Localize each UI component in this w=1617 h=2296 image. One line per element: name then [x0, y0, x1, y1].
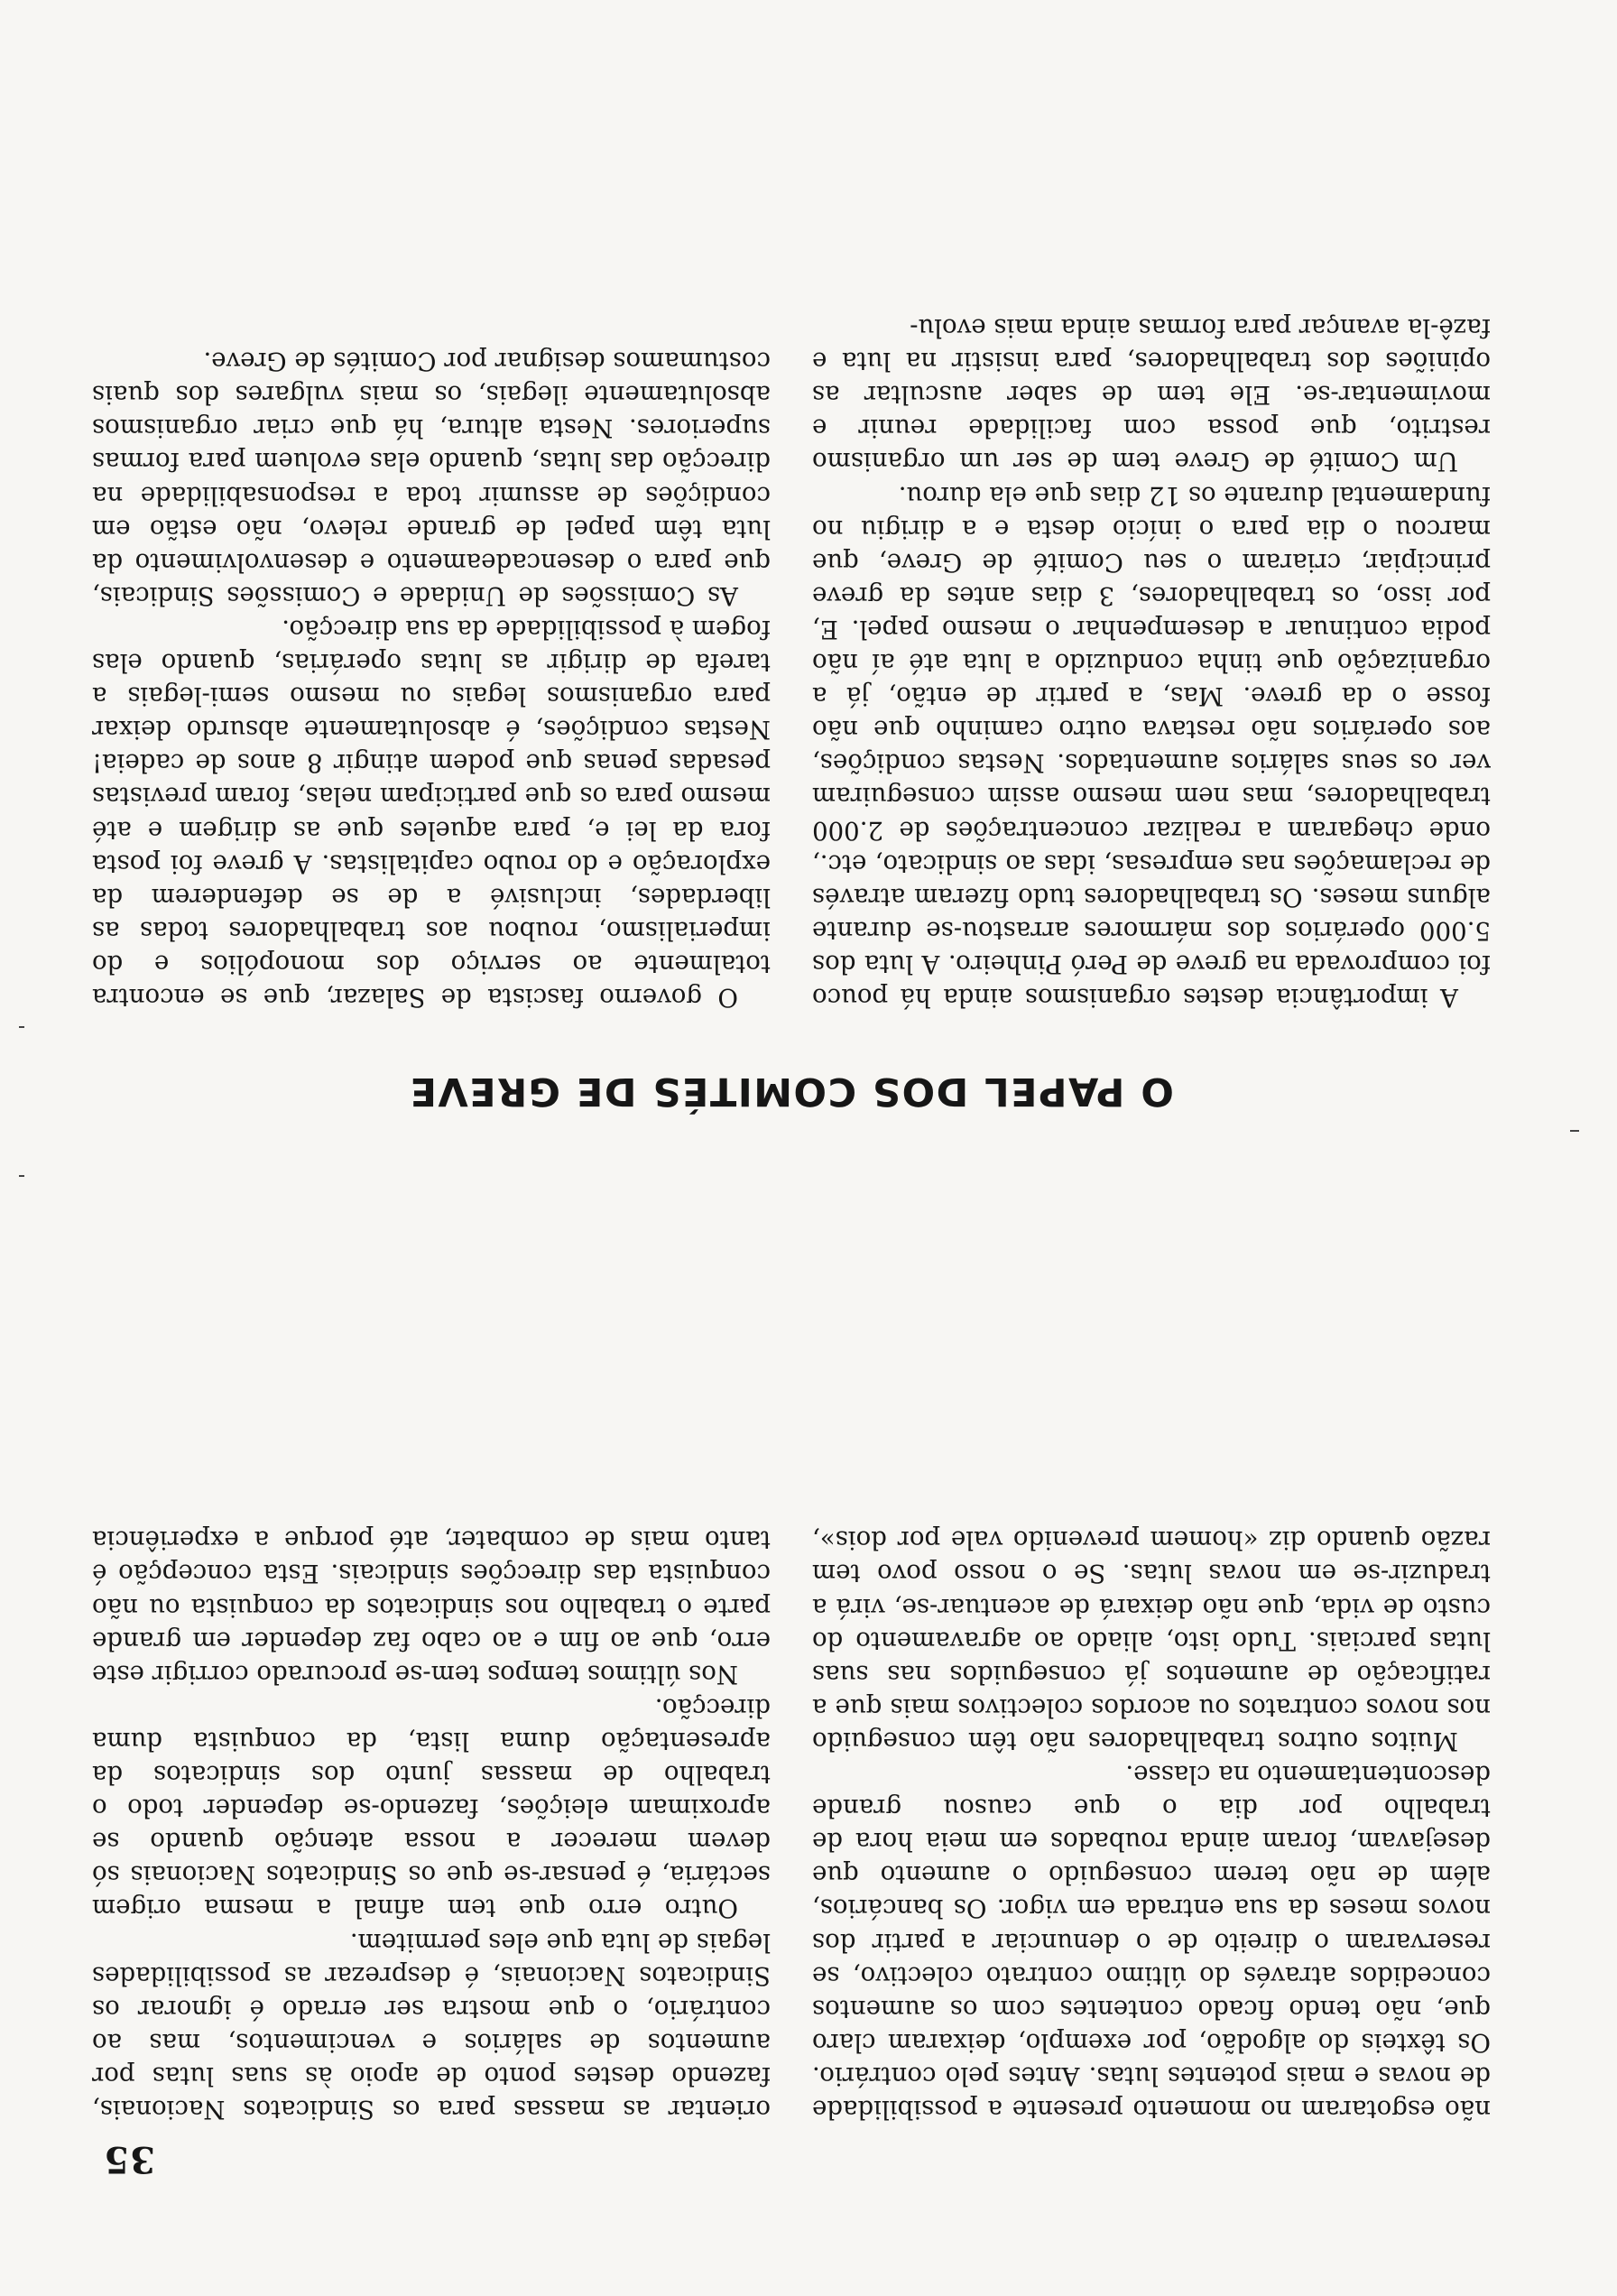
- paragraph: Nos últimos tempos tem-se procurado corrigir este erro, que ao fim e ao cabo faz depender em grande parte o trabalho nos sindicatos da conquista ou não conquista das direcções sindicais. Esta concepção é tanto mais de combater, até porque a experiência: [92, 1525, 771, 1690]
- paragraph: orientar as massas para os Sindicatos Nacionais, fazendo destes ponto de apoio às suas lutas por aumentos de salários e vencimentos, mas ao contrário, o que mostra ser errado é ignorar os Sindicatos Nacionais, é desprezar as possibilidades legais de luta que eles permitem.: [92, 1927, 771, 2125]
- paragraph: O governo fascista de Salazar, que se encontra totalmente ao serviço dos monopólios e do imperialismo, roubou aos trabalhadores todas as liberdades, inclusivé a de se defenderem da exploração e do roubo capitalistas. A greve foi posta fora da lei e, para aqueles que as dirigem e até mesmo para os que participam nelas, foram previstas pesadas penas que podem atingir 8 anos de cadeia! Nestas condições, é absolutamente absurdo deixar para organismos legais ou mesmo semi-legais a tarefa de dirigir as lutas operárias, quando elas fogem à possibilidade da sua direcção.: [92, 614, 771, 1013]
- previous-article-left-column: [812, 1522, 1491, 2126]
- article-right-column: [92, 130, 771, 1014]
- article-left-column: [812, 130, 1491, 1014]
- scan-mark: [19, 1175, 24, 1177]
- paragraph: não esgotaram no momento presente a possibilidade de novas e mais potentes lutas. Antes pelo contrário. Os têxteis do algodão, por exemplo, deixaram claro que, não tendo ficado contentes com os aumentos concedidos através do último contrato colectivo, se reservaram o direito de o denunciar a partir dos novos meses da sua entrada em vigor. Os bancários, além de não terem conseguido o aumento que desejavam, foram ainda roubados em meia hora de trabalho por dia o que causou grande descontentamento na classe.: [812, 1760, 1491, 2125]
- paragraph: Um Comité de Greve tem de ser um organismo restrito, que possa com facilidade reunir e movimentar-se. Ele tem de saber auscultar as opiniões dos trabalhadores, para insistir na luta e fazê-la avançar para formas ainda mais evolu-: [812, 313, 1491, 477]
- paragraph: Muitos outros trabalhadores não têm conseguido nos novos contratos ou acordos colectivos mais que a ratificação de aumentos já conseguidos nas suas lutas parciais. Tudo isto, aliado ao agravamento do custo de vida, que não deixará de acentuar-se, virá a traduzir-se em novas lutas. Se o nosso povo tem razão quando diz «homem prevenido vale por dois»,: [812, 1525, 1491, 1756]
- scan-mark: [19, 1026, 24, 1028]
- previous-article-right-column: [92, 1522, 771, 2126]
- scan-mark: [1570, 1130, 1579, 1132]
- paragraph: As Comissões de Unidade e Comissões Sindicais, que para o desencadeamento e desenvolvimento da luta têm papel de grande relevo, não estão em condições de assumir toda a responsabilidade na direcção das lutas, quando elas evoluem para formas superiores. Nesta altura, há que criar organismos absolutamente ilegais, os mais vulgares dos quais costumamos designar por Comités de Greve.: [92, 347, 771, 611]
- paragraph: A importância destes organismos ainda há pouco foi comprovada na greve de Peró Pinheiro. A luta dos 5.000 operários dos mármores arrastou-se durante alguns meses. Os trabalhadores tudo fizeram através de reclamações nas empresas, idas ao sindicato, etc., onde chegaram a realizar concentrações de 2.000 trabalhadores, mas nem mesmo assim conseguiram ver os seus salários aumentados. Nestas condições, aos operários não restava outro caminho que não fosse o da greve. Mas, a partir de então, já a organização que tinha conduzido a luta até aí não podia continuar a desempenhar o mesmo papel. E, por isso, os trabalhadores, 3 dias antes da greve principiar, criaram o seu Comité de Greve, que marcou o dia para o início desta e a dirigiu no fundamental durante os 12 dias que ela durou.: [812, 480, 1491, 1013]
- article-title: O PAPEL DOS COMITÉS DE GREVE: [409, 1069, 1174, 1114]
- paragraph: Outro erro que tem afinal a mesma origem sectária, é pensar-se que os Sindicatos Nacionais só devem merecer a nossa atenção quando se aproximam eleições, fazendo-se depender todo o trabalho de massas junto dos sindicatos da apresentação duma lista, da conquista duma direcção.: [92, 1692, 771, 1924]
- page-number: 35: [103, 2138, 155, 2180]
